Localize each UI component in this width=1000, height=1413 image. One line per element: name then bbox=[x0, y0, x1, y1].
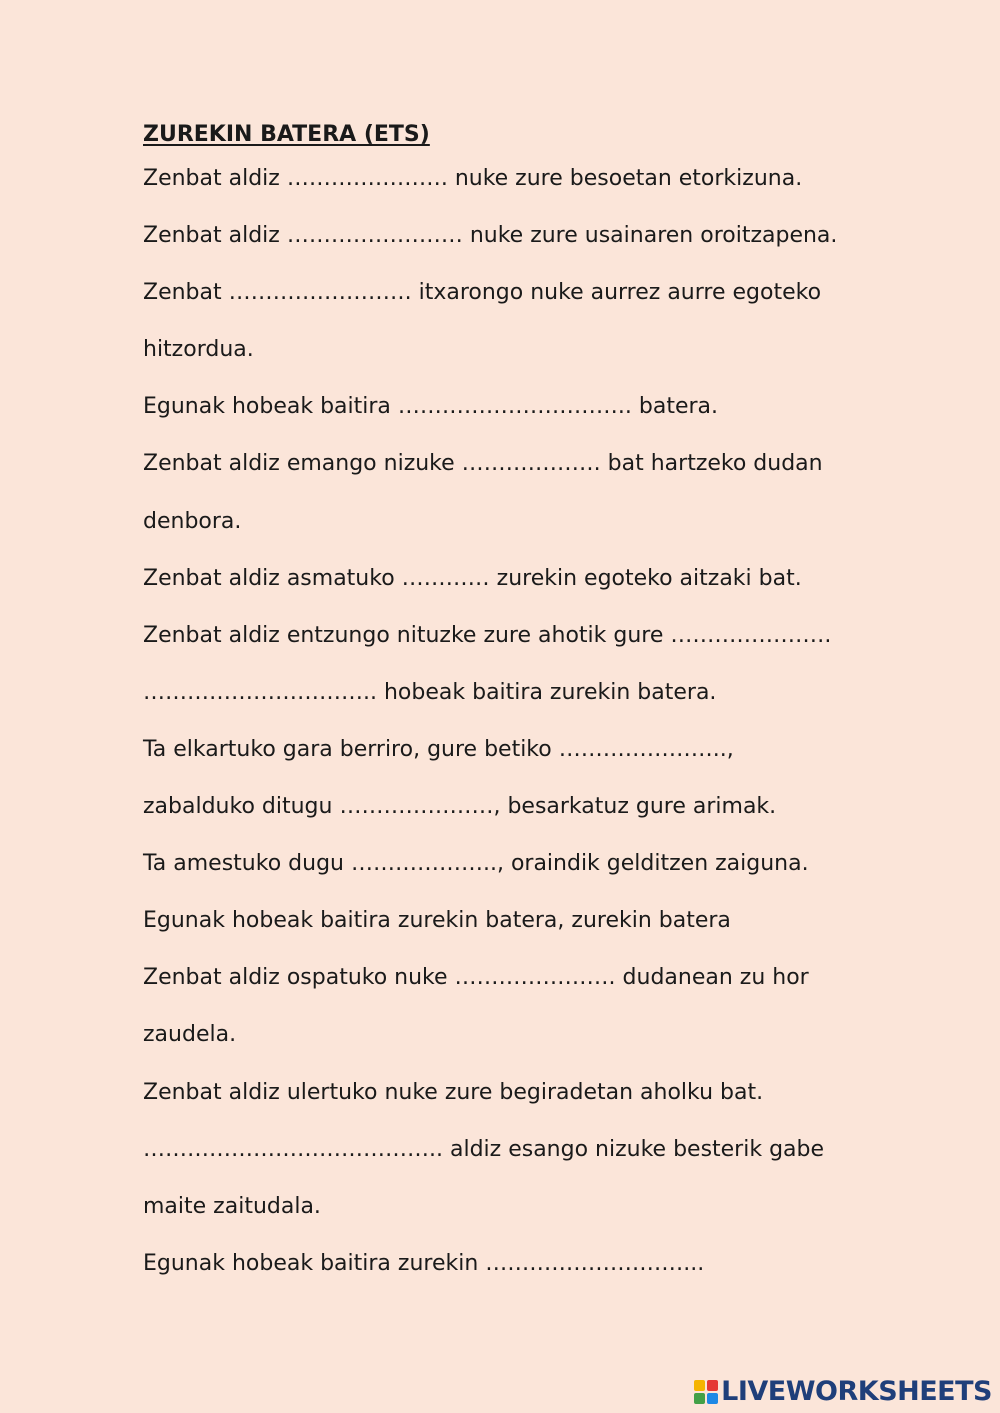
lyrics-line-17: Zenbat aldiz ulertuko nuke zure begiradetan aholku bat. bbox=[143, 1079, 764, 1105]
lyrics-line-8: Zenbat aldiz asmatuko ………… zurekin egoteko aitzaki bat. bbox=[143, 565, 802, 591]
lyrics-line-14: Egunak hobeak baitira zurekin batera, zurekin batera bbox=[143, 908, 731, 934]
liveworksheets-logo-icon bbox=[694, 1380, 718, 1404]
lyrics-line-3: Zenbat ……………………. itxarongo nuke aurrez aurre egoteko bbox=[143, 280, 822, 306]
lyrics-line-6: Zenbat aldiz emango nizuke ………………. bat hartzeko dudan bbox=[143, 451, 823, 477]
liveworksheets-logo bbox=[694, 1377, 992, 1407]
lyrics-line-15: Zenbat aldiz ospatuko nuke …………………. dudanean zu hor bbox=[143, 965, 809, 991]
logo-square-1 bbox=[694, 1380, 705, 1391]
worksheet-title: ZUREKIN BATERA (ETS) bbox=[143, 122, 430, 147]
lyrics-line-20: Egunak hobeak baitira zurekin ………………………... bbox=[143, 1250, 705, 1276]
lyrics-line-4: hitzordua. bbox=[143, 337, 254, 363]
logo-square-3 bbox=[694, 1393, 705, 1404]
lyrics-line-11: Ta elkartuko gara berriro, gure betiko ………………….., bbox=[143, 736, 734, 762]
lyrics-line-9: Zenbat aldiz entzungo nituzke zure ahotik gure …………………. bbox=[143, 622, 832, 648]
logo-square-2 bbox=[707, 1380, 718, 1391]
lyrics-line-1: Zenbat aldiz …………………. nuke zure besoetan etorkizuna. bbox=[143, 166, 803, 191]
lyrics-line-19: maite zaitudala. bbox=[143, 1193, 321, 1219]
lyrics-line-12: zabalduko ditugu …………………, besarkatuz gure arimak. bbox=[143, 794, 777, 820]
worksheet bbox=[143, 118, 903, 1298]
liveworksheets-logo-text: LIVEWORKSHEETS bbox=[721, 1376, 992, 1407]
lyrics-lines bbox=[143, 150, 903, 1292]
lyrics-line-18: ………………………………….. aldiz esango nizuke besterik gabe bbox=[143, 1136, 825, 1162]
lyrics-line-5: Egunak hobeak baitira ………………………….. batera. bbox=[143, 394, 719, 420]
logo-square-4 bbox=[707, 1393, 718, 1404]
lyrics-line-2: Zenbat aldiz …………………… nuke zure usainaren oroitzapena. bbox=[143, 223, 838, 249]
lyrics-line-10: ………………………….. hobeak baitira zurekin batera. bbox=[143, 679, 717, 705]
lyrics-line-13: Ta amestuko dugu ……………….., oraindik gelditzen zaiguna. bbox=[143, 851, 809, 877]
lyrics-line-16: zaudela. bbox=[143, 1022, 237, 1048]
lyrics-line-7: denbora. bbox=[143, 508, 242, 534]
